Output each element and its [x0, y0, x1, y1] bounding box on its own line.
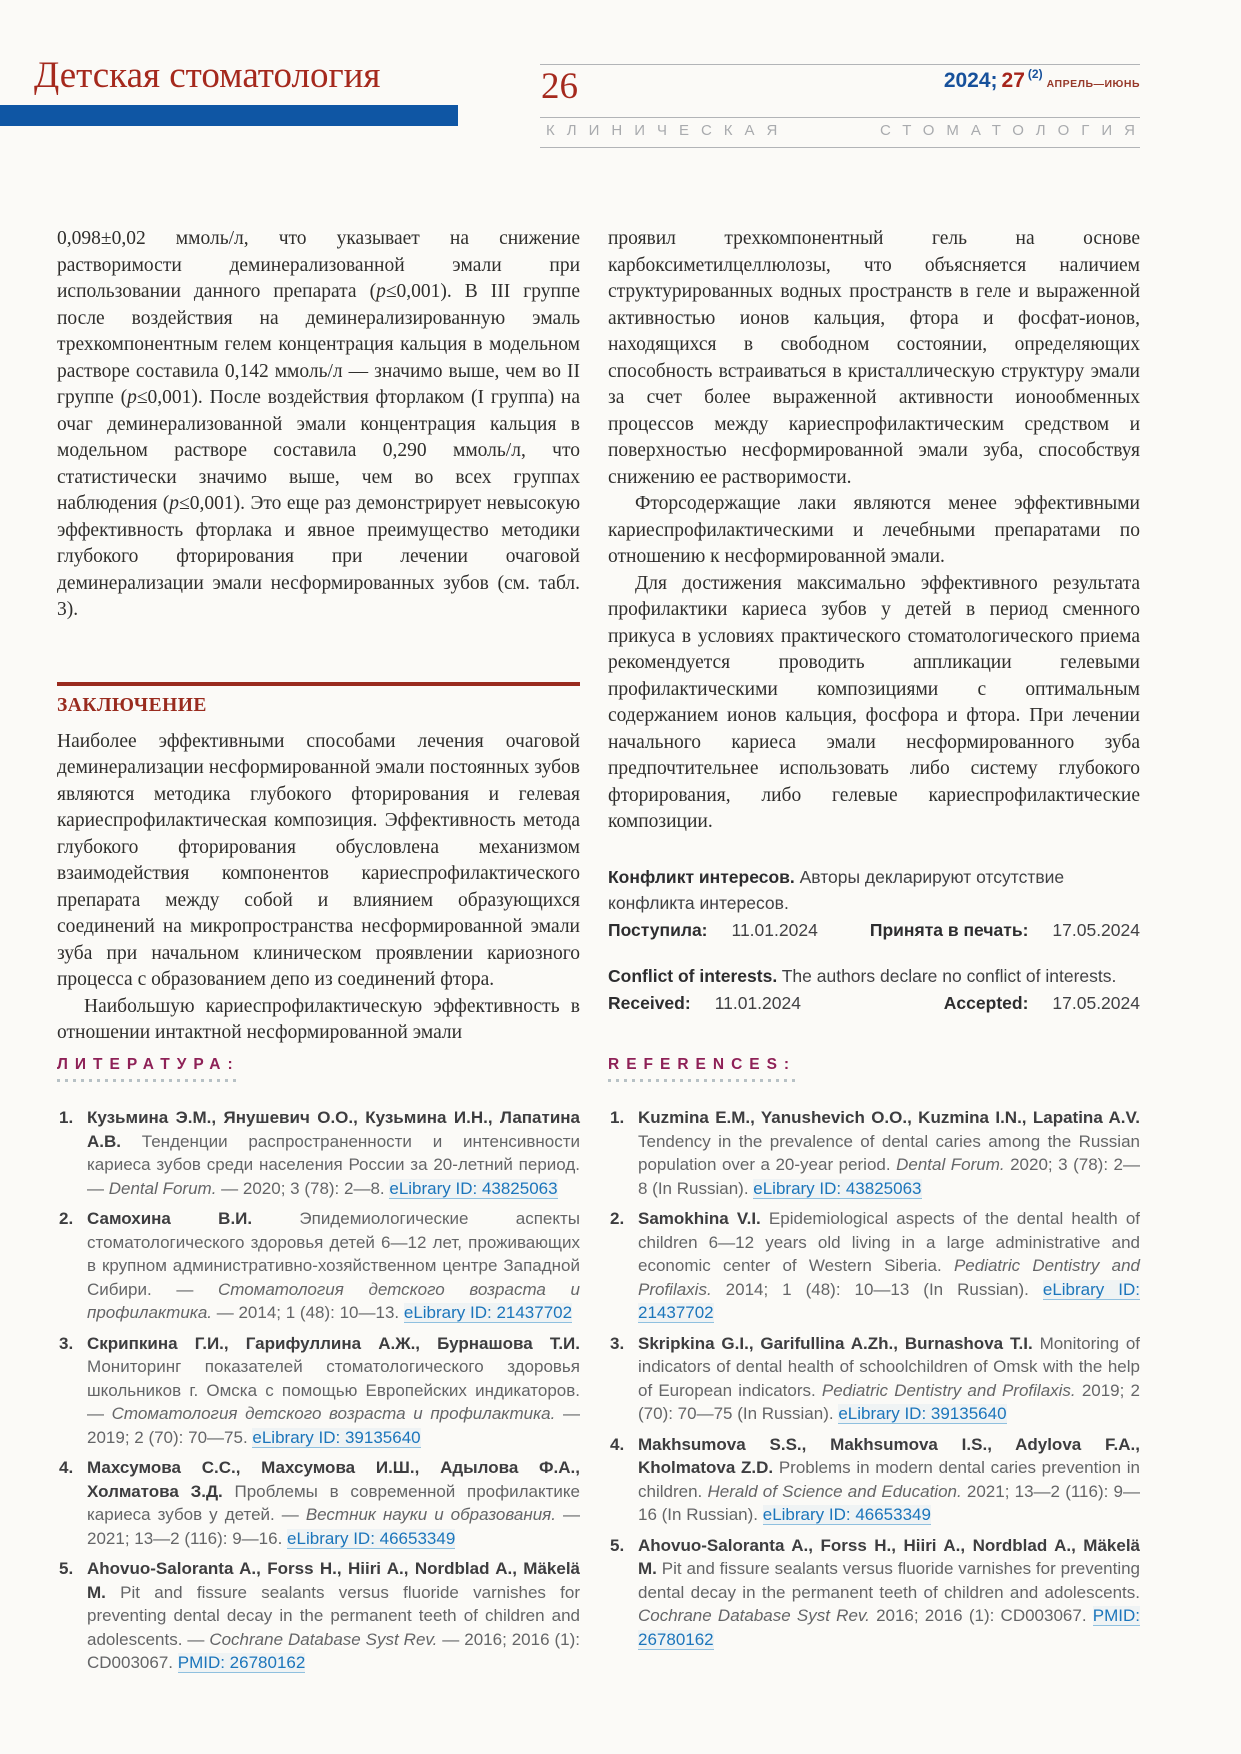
elibrary-link[interactable]: eLibrary ID: 21437702: [638, 1279, 1140, 1322]
text-segment: — 2021; 13—2 (116): 9—16.: [87, 1505, 580, 1548]
reference-number: 5.: [610, 1535, 625, 1555]
text-segment: Ahovuo-Saloranta A., Forss H., Hiiri A., Nordblad A., Mäkelä M.: [638, 1535, 1140, 1578]
text-segment: Pediatric Dentistry and Profilaxis.: [821, 1380, 1076, 1400]
section-title-underline-bar: [0, 105, 458, 126]
paragraph: [57, 226, 580, 624]
text-segment: Наибольшую кариеспрофилактическую эффективность в отношении интактной несформированной эмали: [57, 995, 580, 1043]
text-segment: Ahovuo-Saloranta A., Forss H., Hiiri A., Nordblad A., Mäkelä M.: [87, 1559, 580, 1602]
elibrary-link[interactable]: eLibrary ID: 39135640: [838, 1404, 1007, 1423]
paragraph: [608, 226, 1140, 491]
text-segment: Эпидемиологические аспекты стоматологического здоровья детей 6—12 лет, проживающих в крупном административно-хозяйственном центре Западной Сибири. —: [87, 1209, 580, 1299]
literature-list: [57, 1106, 580, 1675]
text-segment: Для достижения максимально эффективного результата профилактики кариеса зубов у детей в период сменного прикуса в условиях практического стоматологического приема рекомендуется проводить аппликации гелевыми профилактическими композициями с оптимальным содержанием ионов кальция, фосфора и фтора. При лечении начального кариеса эмали несформированного зуба предпочтительнее использовать либо систему глубокого фторирования, либо гелевые кариеспрофилактические композиции.: [608, 572, 1140, 832]
text-segment: Cochrane Database Syst Rev.: [209, 1629, 438, 1649]
literature-heading-wrap: [57, 1056, 240, 1082]
reference-number: 3.: [610, 1333, 625, 1353]
elibrary-link[interactable]: eLibrary ID: 21437702: [403, 1303, 573, 1322]
text-segment: Стоматология детского возраста и профилактика.: [87, 1279, 580, 1322]
right-body-paragraphs: [608, 226, 1140, 836]
text-segment: — 2019; 2 (70): 70—75.: [87, 1404, 580, 1447]
text-segment: p: [169, 493, 180, 514]
paragraph: [608, 491, 1140, 571]
journal-name-strip: [546, 122, 1147, 139]
conclusion-heading: ЗАКЛЮЧЕНИЕ: [57, 694, 207, 716]
received-label-ru: Поступила:: [608, 919, 708, 940]
reference-item: [57, 1207, 580, 1325]
reference-item: [57, 1332, 580, 1450]
elibrary-link[interactable]: eLibrary ID: 39135640: [252, 1427, 421, 1447]
text-segment: Dental Forum.: [108, 1178, 217, 1198]
text-segment: ≤0,001). В III группе после воздействия на деминерализированную эмаль трехкомпонентным гелем концентрация кальция в модельном растворе составила 0,142 ммоль/л — значимо выше, чем во II группе (: [57, 281, 581, 408]
text-segment: Monitoring of indicators of dental health of schoolchildren of Omsk with the help of European indicators.: [638, 1333, 1141, 1400]
reference-item: [608, 1332, 1140, 1426]
section-title: Детская стоматология: [34, 55, 381, 96]
reference-item: [608, 1534, 1140, 1652]
journal-name-word-2: СТОМАТОЛОГИЯ: [879, 122, 1147, 139]
text-segment: — 2014; 1 (48): 10—13.: [212, 1303, 404, 1322]
received-date-ru: 11.01.2024: [731, 919, 818, 940]
reference-number: 1.: [59, 1108, 74, 1127]
conflict-ru-paragraph: [608, 864, 1140, 916]
text-segment: Кузьмина Э.М., Янушевич О.О., Кузьмина И.Н., Лапатина А.В.: [87, 1108, 580, 1151]
conclusion-paragraphs: [57, 729, 580, 1047]
conflict-ru-text: Авторы декларируют отсутствие конфликта интересов.: [608, 866, 1065, 913]
dates-row-en: [608, 990, 1140, 1016]
issue-number: (2): [1027, 67, 1043, 81]
received-date-en: 11.01.2024: [714, 992, 801, 1013]
reference-number: 4.: [610, 1434, 625, 1454]
received-group-en: [608, 990, 801, 1016]
text-segment: 2019; 2 (70): 70—75 (In Russian).: [638, 1380, 1140, 1423]
text-segment: — 2020; 3 (78): 2—8.: [216, 1178, 390, 1198]
reference-item: [57, 1456, 580, 1550]
conflict-en-label: Conflict of interests.: [608, 965, 778, 986]
text-segment: Тенденции распространенности и интенсивности кариеса зубов среди населения России за 20-летний период. —: [87, 1131, 580, 1198]
text-segment: 2021; 13—2 (116): 9—16 (In Russian).: [638, 1481, 1141, 1524]
references-section: [608, 1056, 1140, 1658]
text-segment: проявил трехкомпонентный гель на основе карбоксиметилцеллюлозы, что объясняется наличием структурированных водных пространств в геле и выраженной активностью ионов кальция, фтора и фосфат-ионов, находящихся в свободном состоянии, определяющих способность встраиваться в кристаллическую структуру эмали за счет более выраженной активности ионообменных процессов между кариеспрофилактическим средством и поверхностью несформированной эмали зуба, способствуя снижению ее растворимости.: [608, 228, 1140, 488]
text-segment: ≤0,001). Это еще раз демонстрирует невысокую эффективность фторлака и явное преимущество методики глубокого фторирования при лечении очаговой деминерализации эмали несформированных зубов (см. табл. 3).: [57, 493, 581, 620]
paragraph: [57, 994, 580, 1047]
conflict-ru-label: Конфликт интересов.: [608, 866, 795, 887]
references-heading-wrap: [608, 1056, 796, 1082]
elibrary-link[interactable]: eLibrary ID: 46653349: [287, 1528, 456, 1548]
conflict-of-interest-ru: [608, 864, 1140, 943]
text-segment: 0,098±0,02 ммоль/л, что указывает на снижение растворимости деминерализованной эмали при использовании данного препарата (: [57, 228, 580, 302]
issue-volume: 27: [1001, 69, 1025, 92]
accepted-group-en: [944, 990, 1140, 1016]
accepted-date-en: 17.05.2024: [1052, 992, 1140, 1013]
text-segment: — 2016; 2016 (1): CD003067.: [87, 1629, 580, 1672]
text-segment: p: [127, 387, 137, 408]
reference-item: [608, 1433, 1140, 1527]
text-segment: Вестник науки и образования.: [305, 1505, 556, 1524]
text-segment: Epidemiological aspects of the dental health of children 6—12 years old living in a large administrative and economic center of Western Siberia.: [638, 1209, 1140, 1275]
reference-number: 3.: [59, 1333, 74, 1353]
reference-number: 2.: [610, 1209, 625, 1228]
text-segment: 2014; 1 (48): 10—13 (In Russian).: [711, 1279, 1043, 1299]
received-group-ru: [608, 917, 818, 943]
pmid-link[interactable]: PMID: 26780162: [638, 1606, 1140, 1649]
issue-months: АПРЕЛЬ—ИЮНЬ: [1046, 78, 1140, 90]
conclusion-heading-rule: [57, 682, 580, 686]
header-rule-top: [540, 64, 1140, 65]
references-list: [608, 1106, 1140, 1651]
literature-heading-dots: [57, 1079, 240, 1082]
literature-heading: ЛИТЕРАТУРА:: [57, 1056, 240, 1073]
references-heading: REFERENCES:: [608, 1056, 797, 1073]
reference-item: [608, 1106, 1140, 1200]
reference-number: 5.: [59, 1559, 74, 1578]
text-segment: ≤0,001). После воздействия фторлаком (I группа) на очаг деминерализованной эмали концентрация кальция в модельном растворе составила 0,290 ммоль/л, что статистически значимо выше, чем во всех группах наблюдения (: [57, 387, 580, 514]
text-segment: Samokhina V.I.: [638, 1209, 769, 1228]
header-rule-bottom: [540, 147, 1140, 148]
received-label-en: Received:: [608, 992, 691, 1013]
text-segment: Kuzmina E.M., Yanushevich O.O., Kuzmina I.N., Lapatina A.V.: [638, 1108, 1140, 1127]
left-column-body: [57, 226, 580, 1047]
left-body-paragraphs: [57, 226, 580, 624]
conflict-of-interest-en: [608, 963, 1140, 1016]
conflict-en-paragraph: [608, 963, 1140, 989]
text-segment: 2020; 3 (78): 2—8 (In Russian).: [638, 1155, 1140, 1198]
text-segment: Скрипкина Г.И., Гарифуллина А.Ж., Бурнашова Т.И.: [87, 1333, 580, 1353]
elibrary-link[interactable]: eLibrary ID: 46653349: [762, 1505, 931, 1524]
pmid-link[interactable]: PMID: 26780162: [177, 1653, 306, 1672]
literature-section: [57, 1056, 580, 1682]
text-segment: Наиболее эффективными способами лечения очаговой деминерализации несформированной эмали постоянных зубов являются методика глубокого фторирования и гелевая кариеспрофилактическая композиция. Эффективность метода глубокого фторирования обусловлена механизмом взаимодействия компонентов кариеспрофилактического препарата между собой и влиянием образующихся соединений на микропространства несформированной эмали зуба при начальном клиническом проявлении кариозного процесса с образованием депо из соединений фтора.: [57, 730, 580, 990]
text-segment: Makhsumova S.S., Makhsumova I.S., Adylova F.A., Kholmatova Z.D.: [638, 1434, 1140, 1477]
elibrary-link[interactable]: eLibrary ID: 43825063: [753, 1178, 922, 1198]
text-segment: Pit and fissure sealants versus fluoride varnishes for preventing dental decay in the permanent teeth of children and adolescents. —: [87, 1582, 581, 1649]
text-segment: Pediatric Dentistry and Profilaxis.: [638, 1256, 1140, 1299]
text-segment: Мониторинг показателей стоматологического здоровья школьников г. Омска с помощью Европейских индикаторов. —: [87, 1357, 580, 1423]
text-segment: Tendency in the prevalence of dental caries among the Russian population over a 20-year period.: [638, 1131, 1140, 1174]
dates-row-ru: [608, 917, 1140, 943]
accepted-label-en: Accepted:: [943, 992, 1029, 1013]
reference-number: 1.: [610, 1108, 625, 1127]
accepted-group-ru: [870, 917, 1140, 943]
text-segment: Herald of Science and Education.: [707, 1481, 962, 1501]
paragraph: [57, 729, 580, 994]
text-segment: 2016; 2016 (1): CD003067.: [869, 1606, 1093, 1625]
text-segment: Фторсодержащие лаки являются менее эффективными кариеспрофилактическими и лечебными препаратами по отношению к несформированной эмали.: [608, 493, 1140, 567]
right-column-body: [608, 226, 1140, 1016]
paragraph: [608, 571, 1140, 836]
references-heading-dots: [608, 1079, 796, 1082]
text-segment: Стоматология детского возраста и профилактика.: [111, 1404, 556, 1423]
reference-item: [608, 1207, 1140, 1325]
text-segment: Problems in modern dental caries prevention in children.: [638, 1458, 1140, 1501]
reference-item: [57, 1557, 580, 1675]
reference-item: [57, 1106, 580, 1200]
conflict-en-text: The authors declare no conflict of interests.: [781, 965, 1117, 986]
accepted-label-ru: Принята в печать:: [869, 919, 1029, 940]
text-segment: Skripkina G.I., Garifullina A.Zh., Burnashova T.I.: [638, 1333, 1040, 1353]
text-segment: Проблемы в современной профилактике кариеса зубов у детей. —: [87, 1481, 580, 1524]
text-segment: Самохина В.И.: [87, 1209, 300, 1228]
text-segment: Pit and fissure sealants versus fluoride varnishes for preventing dental decay in the permanent teeth of children and adolescents.: [638, 1559, 1141, 1602]
text-segment: Махсумова С.С., Махсумова И.Ш., Адылова Ф.А., Холматова З.Д.: [87, 1458, 580, 1501]
elibrary-link[interactable]: eLibrary ID: 43825063: [389, 1178, 558, 1198]
journal-name-word-1: КЛИНИЧЕСКАЯ: [546, 122, 790, 139]
issue-year: 2024;: [943, 69, 998, 92]
issue-info: [540, 67, 1140, 93]
page-number: 26: [541, 66, 578, 107]
reference-number: 2.: [59, 1209, 74, 1228]
text-segment: Dental Forum.: [896, 1155, 1005, 1174]
text-segment: Cochrane Database Syst Rev.: [638, 1606, 870, 1625]
accepted-date-ru: 17.05.2024: [1052, 919, 1140, 940]
reference-number: 4.: [59, 1458, 74, 1477]
text-segment: p: [376, 281, 386, 302]
header-rule-middle: [540, 117, 1140, 118]
